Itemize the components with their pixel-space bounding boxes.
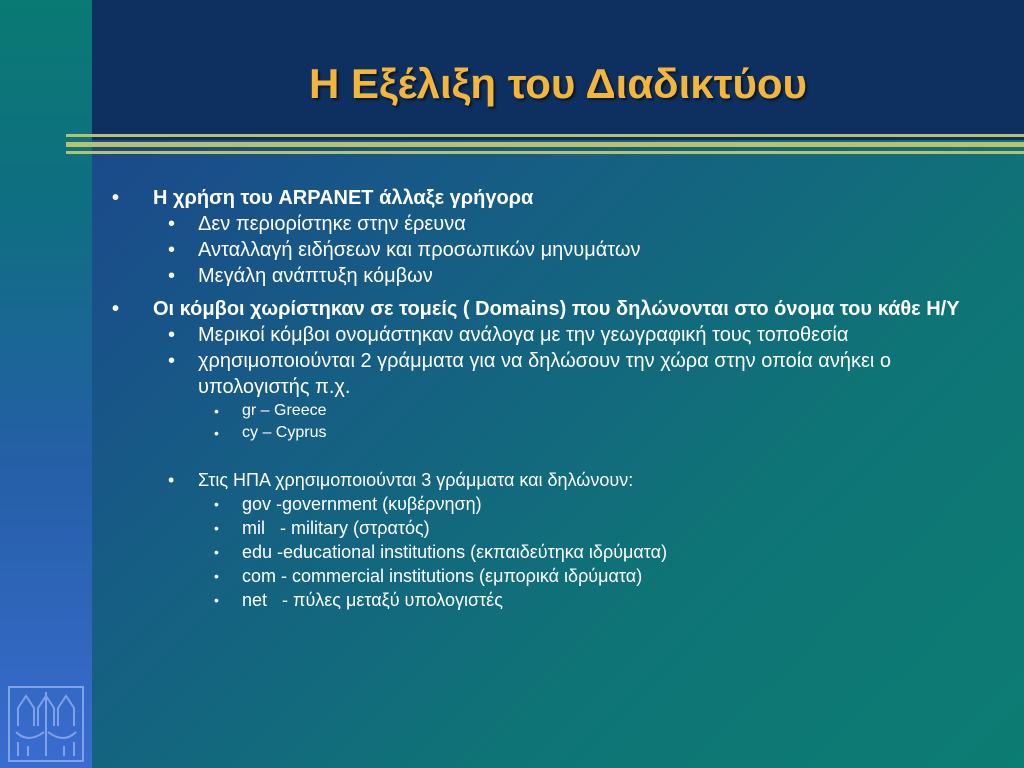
divider-line bbox=[66, 134, 1024, 137]
bullet-icon: • bbox=[168, 239, 176, 261]
bullet-text: Μερικοί κόμβοι ονομάστηκαν ανάλογα με την γεωγραφική τους τοποθεσία bbox=[198, 324, 849, 346]
bullet-level1 bbox=[110, 297, 1000, 322]
bullet-level3 bbox=[110, 588, 1000, 612]
bullet-icon: • bbox=[168, 350, 176, 372]
bullet-level3 bbox=[110, 564, 1000, 588]
bullet-text: edu -educational institutions (εκπαιδεύτηκα ιδρύματα) bbox=[242, 542, 668, 562]
bullet-level2 bbox=[110, 468, 1000, 492]
bullet-level3 bbox=[110, 516, 1000, 540]
bullet-text: net - πύλες μεταξύ υπολογιστές bbox=[242, 590, 503, 610]
bullet-text: Η χρήση του ARPANET άλλαξε γρήγορα bbox=[153, 187, 534, 209]
bullet-level2 bbox=[110, 211, 1000, 237]
bullet-text: Μεγάλη ανάπτυξη κόμβων bbox=[198, 265, 433, 287]
bullet-level3 bbox=[110, 400, 1000, 422]
bullet-icon: • bbox=[214, 403, 219, 419]
bullet-text: mil - military (στρατός) bbox=[242, 518, 430, 538]
bullet-icon: • bbox=[214, 568, 219, 584]
bullet-text: com - commercial institutions (εμπορικά ιδρύματα) bbox=[242, 566, 643, 586]
divider-line bbox=[66, 142, 1024, 147]
bullet-icon: • bbox=[112, 187, 120, 209]
bullet-level2 bbox=[110, 237, 1000, 263]
bullet-text: cy – Cyprus bbox=[242, 424, 327, 441]
bullet-icon: • bbox=[214, 520, 219, 536]
bullet-icon: • bbox=[168, 324, 176, 346]
bullet-text: Οι κόμβοι χωρίστηκαν σε τομείς ( Domains) που δηλώνονται στο όνομα του κάθε Η/Υ bbox=[153, 298, 960, 320]
bullet-icon: • bbox=[168, 265, 176, 287]
slide-title: Η Εξέλιξη του Διαδικτύου bbox=[308, 60, 808, 107]
bullet-level3 bbox=[110, 540, 1000, 564]
bullet-level3 bbox=[110, 492, 1000, 516]
bullet-text: Δεν περιορίστηκε στην έρευνα bbox=[198, 213, 466, 235]
bullet-icon: • bbox=[168, 213, 176, 235]
bullet-icon: • bbox=[214, 425, 219, 441]
bullet-level2 bbox=[110, 263, 1000, 289]
bullet-text: Ανταλλαγή ειδήσεων και προσωπικών μηνυμάτων bbox=[198, 239, 641, 261]
bullet-icon: • bbox=[214, 544, 219, 560]
divider-line bbox=[66, 151, 1024, 154]
bullet-icon: • bbox=[168, 470, 175, 490]
bullet-text: χρησιμοποιούνται 2 γράμματα για να δηλώσουν την χώρα στην οποία ανήκει ο υπολογιστής π.χ. bbox=[198, 350, 891, 398]
bullet-text: gr – Greece bbox=[242, 402, 327, 419]
bullet-icon: • bbox=[214, 592, 219, 608]
bullet-level2 bbox=[110, 348, 1000, 400]
bullet-level1 bbox=[110, 186, 1000, 211]
bullet-level2 bbox=[110, 322, 1000, 348]
bullet-icon: • bbox=[214, 496, 219, 512]
bullet-level3 bbox=[110, 422, 1000, 444]
bullet-text: Στις ΗΠΑ χρησιμοποιούνται 3 γράμματα και δηλώνουν: bbox=[198, 470, 634, 490]
university-logo-icon bbox=[8, 686, 84, 762]
bullet-icon: • bbox=[112, 298, 120, 320]
slide-body bbox=[110, 180, 1000, 612]
bullet-text: gov -government (κυβέρνηση) bbox=[242, 494, 482, 514]
left-band bbox=[0, 0, 92, 768]
